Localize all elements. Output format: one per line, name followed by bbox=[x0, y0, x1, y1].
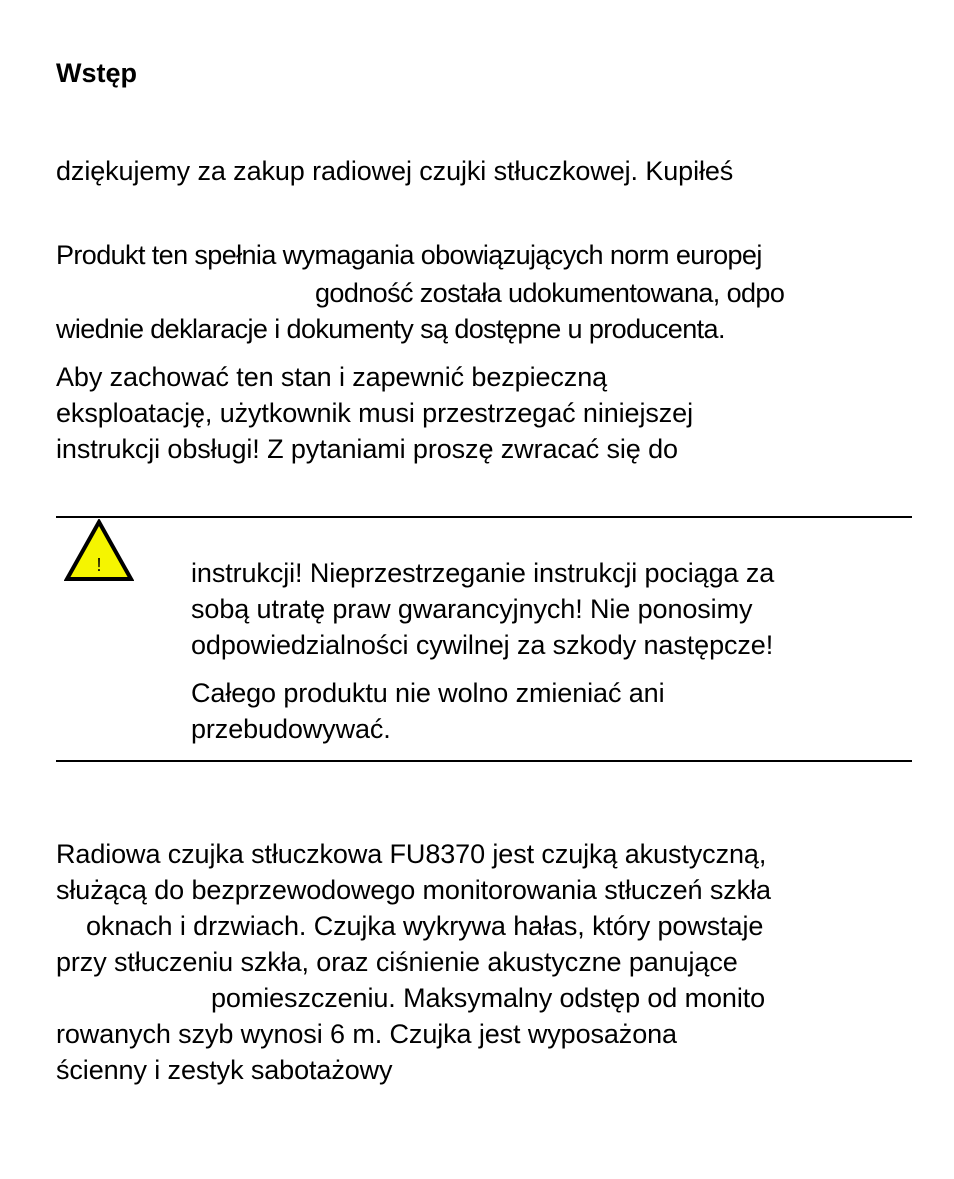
description-line-1: Radiowa czujka stłuczkowa FU8370 jest czujką akustyczną, bbox=[56, 839, 767, 869]
description-line-3: oknach i drzwiach. Czujka wykrywa hałas, który powstaje bbox=[86, 911, 764, 941]
warning-line-3: odpowiedzialności cywilnej za szkody następcze! bbox=[191, 630, 774, 660]
warning-line-4: Całego produktu nie wolno zmieniać ani bbox=[191, 678, 665, 708]
conformity-line-3: wiednie deklaracje i dokumenty są dostępne u producenta. bbox=[56, 314, 725, 344]
warning-triangle-icon bbox=[64, 519, 134, 583]
safe-use-line-2: eksploatację, użytkownik musi przestrzegać niniejszej bbox=[56, 398, 693, 428]
warning-bottom-rule bbox=[56, 760, 912, 762]
description-line-2: służącą do bezprzewodowego monitorowania stłuczeń szkła bbox=[56, 875, 771, 905]
warning-line-2: sobą utratę praw gwarancyjnych! Nie ponosimy bbox=[191, 594, 753, 624]
safe-use-line-1: Aby zachować ten stan i zapewnić bezpieczną bbox=[56, 362, 608, 392]
warning-top-rule bbox=[56, 516, 912, 518]
warning-line-5: przebudowywać. bbox=[191, 714, 391, 744]
safe-use-line-3: instrukcji obsługi! Z pytaniami proszę zwracać się do bbox=[56, 434, 678, 464]
intro-line-1: dziękujemy za zakup radiowej czujki stłuczkowej. Kupiłeś bbox=[56, 156, 734, 186]
description-line-6: rowanych szyb wynosi 6 m. Czujka jest wyposażona bbox=[56, 1019, 677, 1049]
description-line-7: ścienny i zestyk sabotażowy bbox=[56, 1055, 393, 1085]
warning-glyph: ! bbox=[96, 555, 102, 575]
section-heading: Wstęp bbox=[56, 58, 137, 88]
conformity-line-2: godność została udokumentowana, odpo bbox=[315, 278, 785, 308]
warning-line-1: instrukcji! Nieprzestrzeganie instrukcji pociąga za bbox=[191, 558, 775, 588]
description-line-4: przy stłuczeniu szkła, oraz ciśnienie akustyczne panujące bbox=[56, 947, 738, 977]
description-line-5: pomieszczeniu. Maksymalny odstęp od monito bbox=[211, 983, 766, 1013]
conformity-line-1: Produkt ten spełnia wymagania obowiązujących norm europej bbox=[56, 240, 762, 270]
